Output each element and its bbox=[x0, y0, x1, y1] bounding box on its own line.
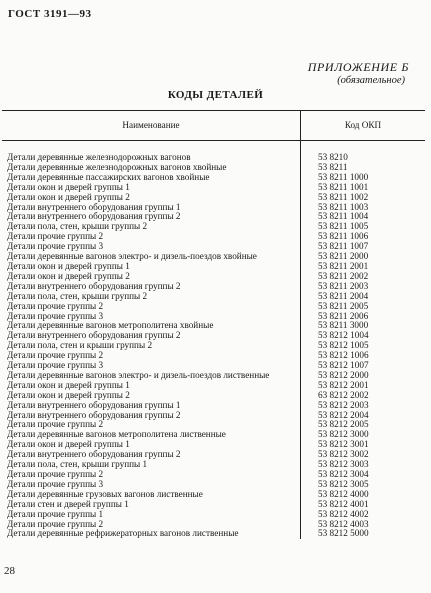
row-name: Детали окон и дверей группы 1 bbox=[2, 262, 301, 272]
table-header-row bbox=[2, 111, 425, 141]
row-code: 53 8211 1004 bbox=[318, 211, 369, 222]
row-code: 53 8212 1007 bbox=[318, 360, 369, 371]
row-code: 63 8212 2002 bbox=[318, 389, 369, 400]
row-code: 53 8212 3000 bbox=[318, 429, 369, 440]
column-header-code: Код ОКП bbox=[301, 111, 426, 141]
row-name: Детали прочие группы 3 bbox=[2, 361, 301, 371]
row-code: 53 8212 2005 bbox=[318, 419, 369, 430]
row-code: 53 8211 2000 bbox=[318, 251, 369, 262]
row-code: 53 8212 1006 bbox=[318, 350, 369, 361]
row-name: Детали прочие группы 3 bbox=[2, 242, 301, 252]
row-name: Детали деревянные железнодорожных вагонов bbox=[2, 153, 301, 163]
row-code: 53 8212 3002 bbox=[318, 449, 369, 460]
row-code: 53 8212 2000 bbox=[318, 369, 369, 380]
table-row bbox=[2, 529, 425, 539]
row-code: 53 8212 3001 bbox=[318, 439, 369, 450]
row-name: Детали прочие группы 2 bbox=[2, 470, 301, 480]
row-code: 53 8211 1000 bbox=[318, 171, 369, 182]
row-code: 53 8212 4002 bbox=[318, 508, 369, 519]
column-header-name: Наименование bbox=[2, 111, 301, 141]
appendix-title: ПРИЛОЖЕНИЕ Б bbox=[307, 60, 409, 74]
row-name: Детали стен и дверей группы 1 bbox=[2, 500, 301, 510]
gost-number: ГОСТ 3191—93 bbox=[8, 8, 92, 20]
row-name: Детали окон и дверей группы 1 bbox=[2, 381, 301, 391]
row-code: 53 8211 1005 bbox=[318, 221, 369, 232]
row-code: 53 8211 bbox=[318, 161, 348, 172]
row-name: Детали деревянные вагонов метрополитена лиственные bbox=[2, 430, 301, 440]
row-name: Детали деревянные железнодорожных вагонов хвойные bbox=[2, 163, 301, 173]
row-name: Детали внутреннего оборудования группы 2 bbox=[2, 450, 301, 460]
row-code: 53 8210 bbox=[318, 152, 348, 162]
row-name: Детали внутреннего оборудования группы 1 bbox=[2, 401, 301, 411]
codes-table bbox=[2, 110, 425, 539]
row-name: Детали внутреннего оборудования группы 2 bbox=[2, 411, 301, 421]
page-number: 28 bbox=[4, 565, 15, 577]
row-name: Детали прочие группы 2 bbox=[2, 302, 301, 312]
row-code: 53 8212 4003 bbox=[318, 518, 369, 529]
row-code: 53 8212 2003 bbox=[318, 399, 369, 410]
row-code: 53 8211 1002 bbox=[318, 191, 369, 202]
row-code: 53 8212 1004 bbox=[318, 330, 369, 341]
table-row bbox=[2, 302, 425, 312]
row-name: Детали прочие группы 2 bbox=[2, 420, 301, 430]
table-body bbox=[2, 141, 425, 540]
row-name: Детали пола, стен, крыши группы 1 bbox=[2, 460, 301, 470]
row-name: Детали деревянные рефрижераторных вагонов лиственные bbox=[2, 529, 301, 539]
row-name: Детали окон и дверей группы 1 bbox=[2, 440, 301, 450]
row-name: Детали прочие группы 3 bbox=[2, 312, 301, 322]
row-code: 53 8212 3003 bbox=[318, 459, 369, 470]
row-code: 53 8212 3004 bbox=[318, 469, 369, 479]
row-name: Детали окон и дверей группы 2 bbox=[2, 391, 301, 401]
row-code: 53 8211 2005 bbox=[318, 300, 369, 311]
row-code: 53 8212 1005 bbox=[318, 340, 369, 351]
row-code: 53 8211 2002 bbox=[318, 270, 369, 281]
row-name: Детали окон и дверей группы 2 bbox=[2, 193, 301, 203]
row-code: 53 8212 3005 bbox=[318, 478, 369, 489]
row-name: Детали окон и дверей группы 1 bbox=[2, 183, 301, 193]
row-code: 53 8212 2001 bbox=[318, 379, 369, 390]
row-name: Детали прочие группы 3 bbox=[2, 480, 301, 490]
row-code: 53 8211 2001 bbox=[318, 260, 369, 271]
row-name: Детали деревянные вагонов электро- и дизель-поездов лиственные bbox=[2, 371, 301, 381]
row-code: 53 8211 2004 bbox=[318, 290, 369, 301]
row-code: 53 8212 2004 bbox=[318, 409, 369, 420]
row-code: 53 8211 2003 bbox=[318, 280, 369, 291]
row-name: Детали прочие группы 2 bbox=[2, 520, 301, 530]
row-name: Детали деревянные вагонов метрополитена хвойные bbox=[2, 321, 301, 331]
row-name: Детали деревянные пассажирских вагонов хвойные bbox=[2, 173, 301, 183]
row-code: 53 8212 4001 bbox=[318, 498, 369, 509]
row-name: Детали внутреннего оборудования группы 1 bbox=[2, 203, 301, 213]
row-name: Детали внутреннего оборудования группы 2 bbox=[2, 282, 301, 292]
row-code: 53 8211 1001 bbox=[318, 181, 369, 192]
row-name: Детали пола, стен, крыши группы 2 bbox=[2, 292, 301, 302]
row-name: Детали деревянные вагонов электро- и дизель-поездов хвойные bbox=[2, 252, 301, 262]
row-code: 53 8211 1007 bbox=[318, 241, 369, 252]
row-name: Детали окон и дверей группы 2 bbox=[2, 272, 301, 282]
row-name: Детали внутреннего оборудования группы 2 bbox=[2, 331, 301, 341]
row-code: 53 8211 3000 bbox=[318, 320, 369, 331]
row-code: 53 8211 2006 bbox=[318, 310, 369, 321]
row-code: 53 8212 4000 bbox=[318, 488, 369, 499]
row-name: Детали внутреннего оборудования группы 2 bbox=[2, 212, 301, 222]
row-name: Детали прочие группы 2 bbox=[2, 351, 301, 361]
row-name: Детали пола, стен и крыши группы 2 bbox=[2, 341, 301, 351]
row-code: 53 8211 1003 bbox=[318, 201, 369, 212]
row-name: Детали прочие группы 1 bbox=[2, 510, 301, 520]
row-code: 53 8212 5000 bbox=[318, 528, 369, 539]
appendix-note: (обязательное) bbox=[337, 75, 405, 86]
row-name: Детали прочие группы 2 bbox=[2, 232, 301, 242]
row-name: Детали пола, стен, крыши группы 2 bbox=[2, 222, 301, 232]
row-name: Детали деревянные грузовых вагонов лиственные bbox=[2, 490, 301, 500]
document-title: КОДЫ ДЕТАЛЕЙ bbox=[167, 89, 264, 101]
row-code: 53 8211 1006 bbox=[318, 231, 369, 242]
